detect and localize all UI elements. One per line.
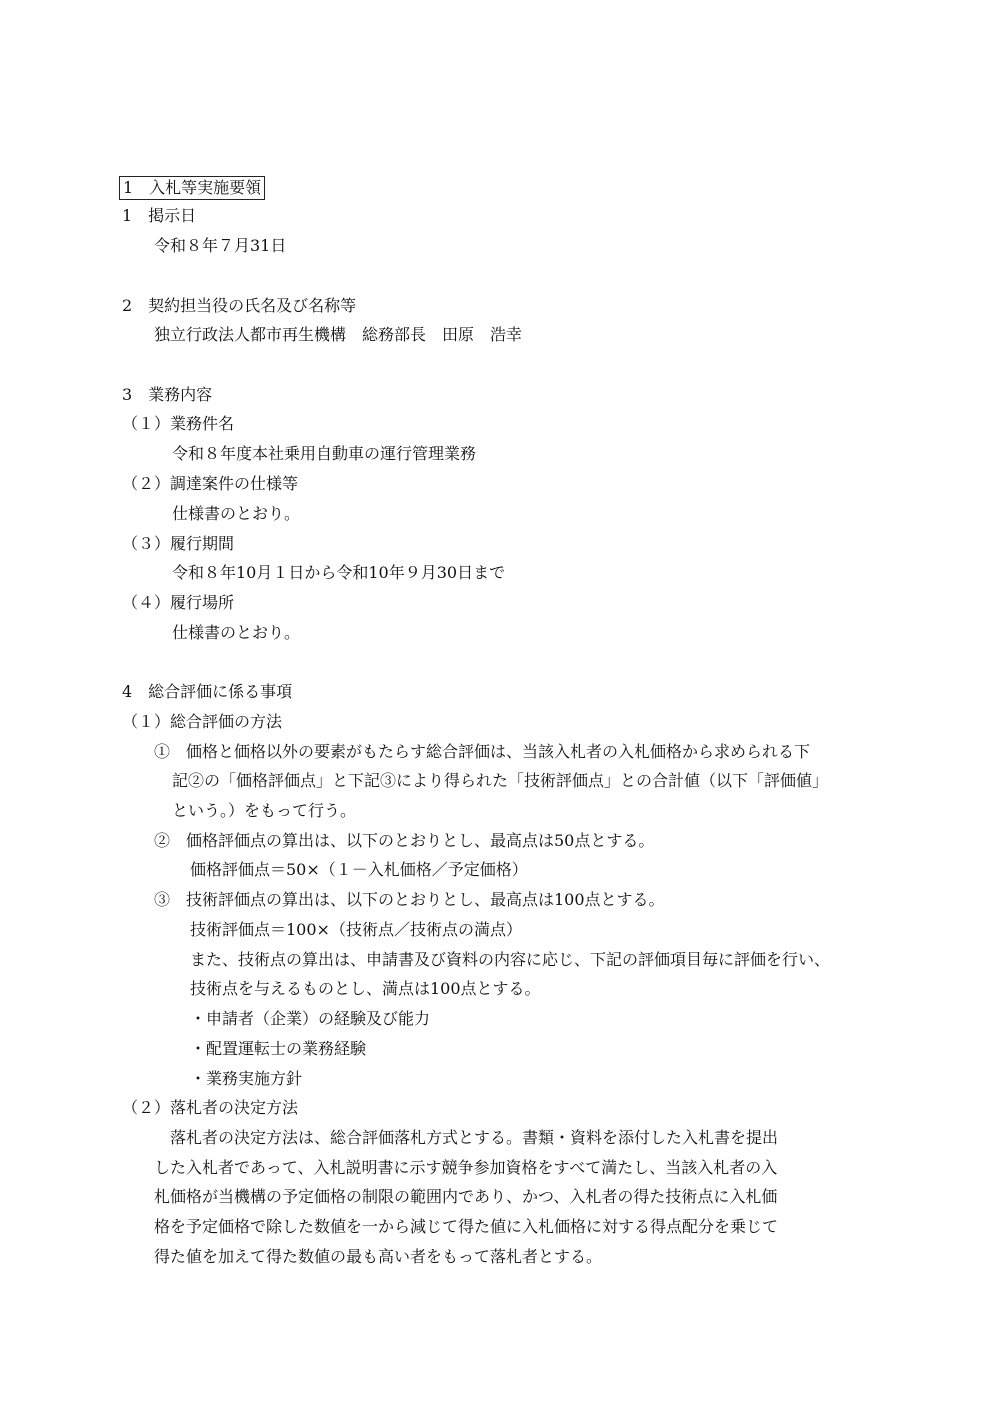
evaluation-item: ・配置運転士の業務経験 xyxy=(190,1039,367,1058)
method-2-label: （２）落札者の決定方法 xyxy=(122,1098,299,1117)
price-score-formula: 価格評価点＝50×（１－入札価格／予定価格） xyxy=(190,860,528,879)
paragraph-3-line: 技術点を与えるものとし、満点は100点とする。 xyxy=(190,979,541,998)
award-method-line: 落札者の決定方法は、総合評価落札方式とする。書類・資料を添付した入札書を提出 xyxy=(154,1128,779,1147)
paragraph-1-line: という。）をもって行う。 xyxy=(172,801,357,820)
item-3-label: （３）履行期間 xyxy=(122,534,235,553)
item-2-label: （２）調達案件の仕様等 xyxy=(122,474,299,493)
section-1-heading: 1 掲示日 xyxy=(122,206,197,225)
section-2-heading: 2 契約担当役の氏名及び名称等 xyxy=(122,296,357,315)
item-1-body: 令和８年度本社乗用自動車の運行管理業務 xyxy=(172,444,477,463)
section-3-heading: 3 業務内容 xyxy=(122,385,213,404)
award-method-line: 得た値を加えて得た数値の最も高い者をもって落札者とする。 xyxy=(154,1247,603,1266)
tech-score-formula: 技術評価点＝100×（技術点／技術点の満点） xyxy=(190,920,522,939)
award-method-line: 札価格が当機構の予定価格の制限の範囲内であり、かつ、入札者の得た技術点に入札価 xyxy=(154,1187,778,1206)
document-title: 1 入札等実施要領 xyxy=(119,176,265,200)
paragraph-3-line: また、技術点の算出は、申請書及び資料の内容に応じ、下記の評価項目毎に評価を行い、 xyxy=(190,950,831,969)
item-1-label: （１）業務件名 xyxy=(122,414,235,433)
item-2-body: 仕様書のとおり。 xyxy=(172,504,301,523)
evaluation-item: ・申請者（企業）の経験及び能力 xyxy=(190,1009,431,1028)
paragraph-1-line: 記②の「価格評価点」と下記③により得られた「技術評価点」との合計値（以下「評価値」 xyxy=(172,771,829,790)
method-1-label: （１）総合評価の方法 xyxy=(122,712,283,731)
paragraph-2-line: ② 価格評価点の算出は、以下のとおりとし、最高点は50点とする。 xyxy=(154,831,655,850)
section-4-heading: 4 総合評価に係る事項 xyxy=(122,682,293,701)
award-method-line: 格を予定価格で除した数値を一から減じて得た値に入札価格に対する得点配分を乗じて xyxy=(154,1217,779,1236)
paragraph-3-line: ③ 技術評価点の算出は、以下のとおりとし、最高点は100点とする。 xyxy=(154,890,665,909)
contract-officer: 独立行政法人都市再生機構 総務部長 田原 浩幸 xyxy=(154,325,523,344)
item-4-label: （４）履行場所 xyxy=(122,593,235,612)
item-3-body: 令和８年10月１日から令和10年９月30日まで xyxy=(172,563,506,582)
evaluation-item: ・業務実施方針 xyxy=(190,1069,303,1088)
paragraph-1-line: ① 価格と価格以外の要素がもたらす総合評価は、当該入札者の入札価格から求められる下 xyxy=(154,742,811,761)
item-4-body: 仕様書のとおり。 xyxy=(172,623,301,642)
posting-date: 令和８年７月31日 xyxy=(154,236,287,255)
award-method-line: した入札者であって、入札説明書に示す競争参加資格をすべて満たし、当該入札者の入 xyxy=(154,1158,778,1177)
